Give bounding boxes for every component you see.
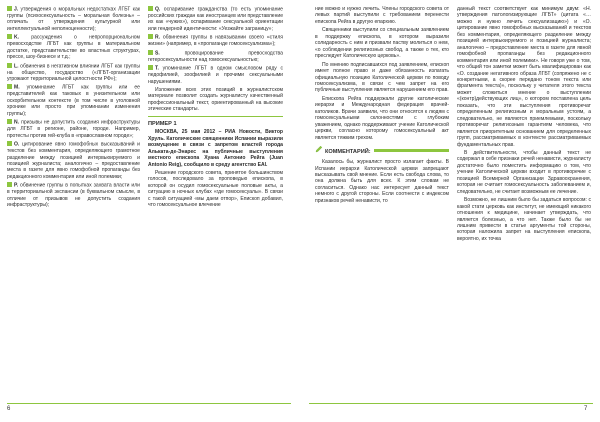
list-item [148,6,283,32]
divider [148,116,283,117]
list-item [7,141,140,180]
item-label: M. [14,84,20,91]
list-item [148,65,283,85]
bullet-list [7,6,140,209]
list-item [7,63,140,83]
item-text: обвинения группы в навязывании своего «стиля жизни» (например, в «пропаганде гомосексуализма»); [148,34,284,48]
footer-rule [309,403,593,404]
green-square-icon [148,65,153,70]
paragraph: По мнению подписавшихся под заявлением, епископ имеет полное право и даже обязанность излагать официальную позицию Католической церкви по поводу гомосексуализма, в связи с чем запрет на его публичные выступления является нарушением его прав. [315,61,449,94]
page-number: 7 [584,406,588,412]
list-item [148,50,283,63]
intro-paragraph: Изложение всех этих позиций в журналистском материале позволит создать журналисту качественный профессиональный текст, ориентированный на высокие этические стандарты. [148,86,283,113]
green-square-icon [148,34,153,39]
green-square-icon [7,63,12,68]
paragraph: Епископа Рейга поддержали другие католические иерархи и Международная федерация врачей-католиков. Врачи заявили, что они относятся к людям с гомосексуальными склонностями с глубоким уважением, однако поддерживают учение Католической церкви, согласно которому гомосексуальный акт является тяжким грехом. [315,95,449,141]
green-square-icon [7,141,12,146]
item-text: обвинения в негативном влиянии ЛГБТ как группы на общество, государство («ЛГБТ-организации угрожают территориальной целостности РФ»); [7,63,140,83]
right-page [300,0,600,422]
left-col-1 [7,6,140,211]
paragraph: В действительности, чтобы данный текст не содержал в себе признаки речей ненависти, журналисту достаточно было поместить информацию о том, что учение Католической церкви входит в противоречие с позицией Всемирной Организации Здравоохранения, которая не считает гомосексуальность заболеванием и, следовательно, не считает возможным ее лечение. [457,149,591,195]
item-text: упоминание ЛГБТ в одном смысловом ряду с педофилией, зоофилией и прочими сексуальными нарушениями. [148,65,283,85]
item-text: призывы не допустить создания инфраструктуры для ЛГБТ в регионе, районе, городе. Например, протесты против гей-клуба в «православном городе»; [7,119,140,139]
item-text: обвинение группы в попытках захвата власти или в территориальной экспансии (в буквальном смысле, в отличие от призывов не допустить создания инфраструктуры); [7,182,140,209]
green-square-icon [7,119,12,124]
right-col-2 [457,6,591,244]
paragraph: Казалось бы, журналист просто излагает факты. В Испании иерархи Католической церкви запрещают высказывать свой мнение. Если есть свобода слова, то она должна быть для всех. К этим словам не согласиться. Однако нас интересует данный текст немного с другой стороны. Если соотнести с индексом признаков речей ненависти, то [315,159,449,204]
item-text: оспаривание гражданства (то есть упоминание российских граждан как иностранцев или представление их как «чужих»), оспаривание сексуальной ориентации или гендерной идентичности: «Уезжайте заграницу»; [148,6,283,32]
item-label: S. [155,50,160,57]
paragraph: ние можно и нужно лечить. Члены городского совета от левых партий выступили с требованием перенести епископа Рейга в другую епархию. [315,6,449,25]
item-label: Q. [155,6,161,13]
list-item [7,84,140,117]
item-text: рассуждения о непропорциональном превосходстве ЛГБТ как группы в материальном достатке, представительстве во властных структурах, прессе, шоу-бизнесе и т.д.; [7,34,141,61]
item-text: утверждения о моральных недостатках ЛГБТ как группы (психосексуальность – моральная болезнь» – отличать от утверждения культурной или интеллектуальной неполноценности); [7,6,141,32]
item-text: цитирование явно гомофобных высказываний и текстов без комментария, определяющего грамотное разделение между позицией интервьюируемого и позицией журналиста; аналогично – предоставление места в газете для явно гомофобной пропаганды без редакционного комментария или иной полемики; [7,141,140,180]
item-label: P. [14,182,19,189]
item-label: K. [14,34,20,41]
list-item [7,119,140,139]
item-label: T. [155,65,159,72]
paragraph: данный текст соответствует как минимум двум: «Н. утверждения патологизирующие ЛГБТ» (цитата «… можно и нужно лечить сексуализацию») и «O. цитирование явно гомофобных высказываний и текстов без комментария, определяющего разделение между позицией интервьюируемого и позицией журналиста; аналогично – предоставление места в газете для явной гомофобной пропаганды без редакционного комментария или иной полемики». Не говоря уже о том, что общий тон заметки может быть квалифицирован как «О. создание негативного образа ЛГБТ (сопряжено не с конкретными, а скорее передано тоном текста или фрагмента текста)», поскольку у читателя этого текста может сложиться мнение о выступлении «(контр)действующих лиц», о котором поставлена цель показать, что эти выступления противоречат определенным религиозным и моральным устоям, а следовательно, не являются приемлемыми, поскольку противоречат религиозным гарантиям человека, что является приоритетным основанием для определенных групп, рассматриваемых в контексте рассматриваемых фундаментальных прав. [457,6,591,148]
list-item [148,34,283,47]
example-title: ПРИМЕР 1 [148,120,177,127]
pencil-icon [315,145,323,158]
item-label: R. [155,34,161,41]
comment-label: КОММЕНТАРИЙ: [325,149,371,156]
footer-rule [7,403,291,404]
right-col-1 [315,6,449,206]
green-square-icon [148,6,153,11]
item-label: N. [14,119,20,126]
green-square-icon [7,34,12,39]
page-number: 6 [7,406,11,412]
example-lead: МОСКВА, 25 мая 2012 – РИА Новости, Виктор Хруль. Католические священники Испании выразили возмущение в связи с запретом властей города Альката-де-Энарес на публичные выступления местного епископа Хуана Антонио Рейга (Juan Antonio Reig), сообщило в среду агентство EAI. [148,129,283,168]
green-square-icon [148,50,153,55]
list-item [7,6,140,32]
item-label: L. [14,63,19,70]
example-body: Решение городского совета, принятое большинством голосов, последовало за проповедью епископа, в которой он осудил гомосексуальные половые акты, а ситуацию в ночных клубах «где гомосексуалы». В связи с такой ситуацией «мы даем отпор», Епископ добавил, что гомосексуальное влечение [148,169,283,209]
list-item [7,34,140,60]
paragraph: Священники выступили со специальным заявлением в поддержку епископа, в котором выразили солидарность с ним и призвали паству молиться о нем, «о соблюдении религиозных свобод, а также о тех, кто преследует Католическую церковь». [315,27,449,60]
comment-header [315,145,449,156]
item-text: упоминание ЛГБТ как группы или ее представителей как таковых в унизительном или оскорбительном контексте (в том числе в уголовной хронике или просто при упоминании изменения группы); [7,84,140,117]
list-item [7,182,140,208]
green-square-icon [7,84,12,89]
item-text: провоцирование превосходства гетеросексуальности над гомосексуальностью; [148,50,283,63]
green-square-icon [7,182,12,187]
paragraph: Возможно, не лишним было бы задаться вопросом: с какой стати церковь как институт, не имеющий никакого отношения к медицине, начинает утверждать, что является болезнью, а что нет. Также было бы не лишним привести в статье аргументы той стороны, которая наложила запрет на выступления епископа, вероятно, их точка [457,197,591,242]
left-col-2 [148,6,283,211]
green-square-icon [7,6,12,11]
item-label: J. [14,6,19,13]
bullet-list [148,6,283,85]
item-label: O. [14,141,20,148]
